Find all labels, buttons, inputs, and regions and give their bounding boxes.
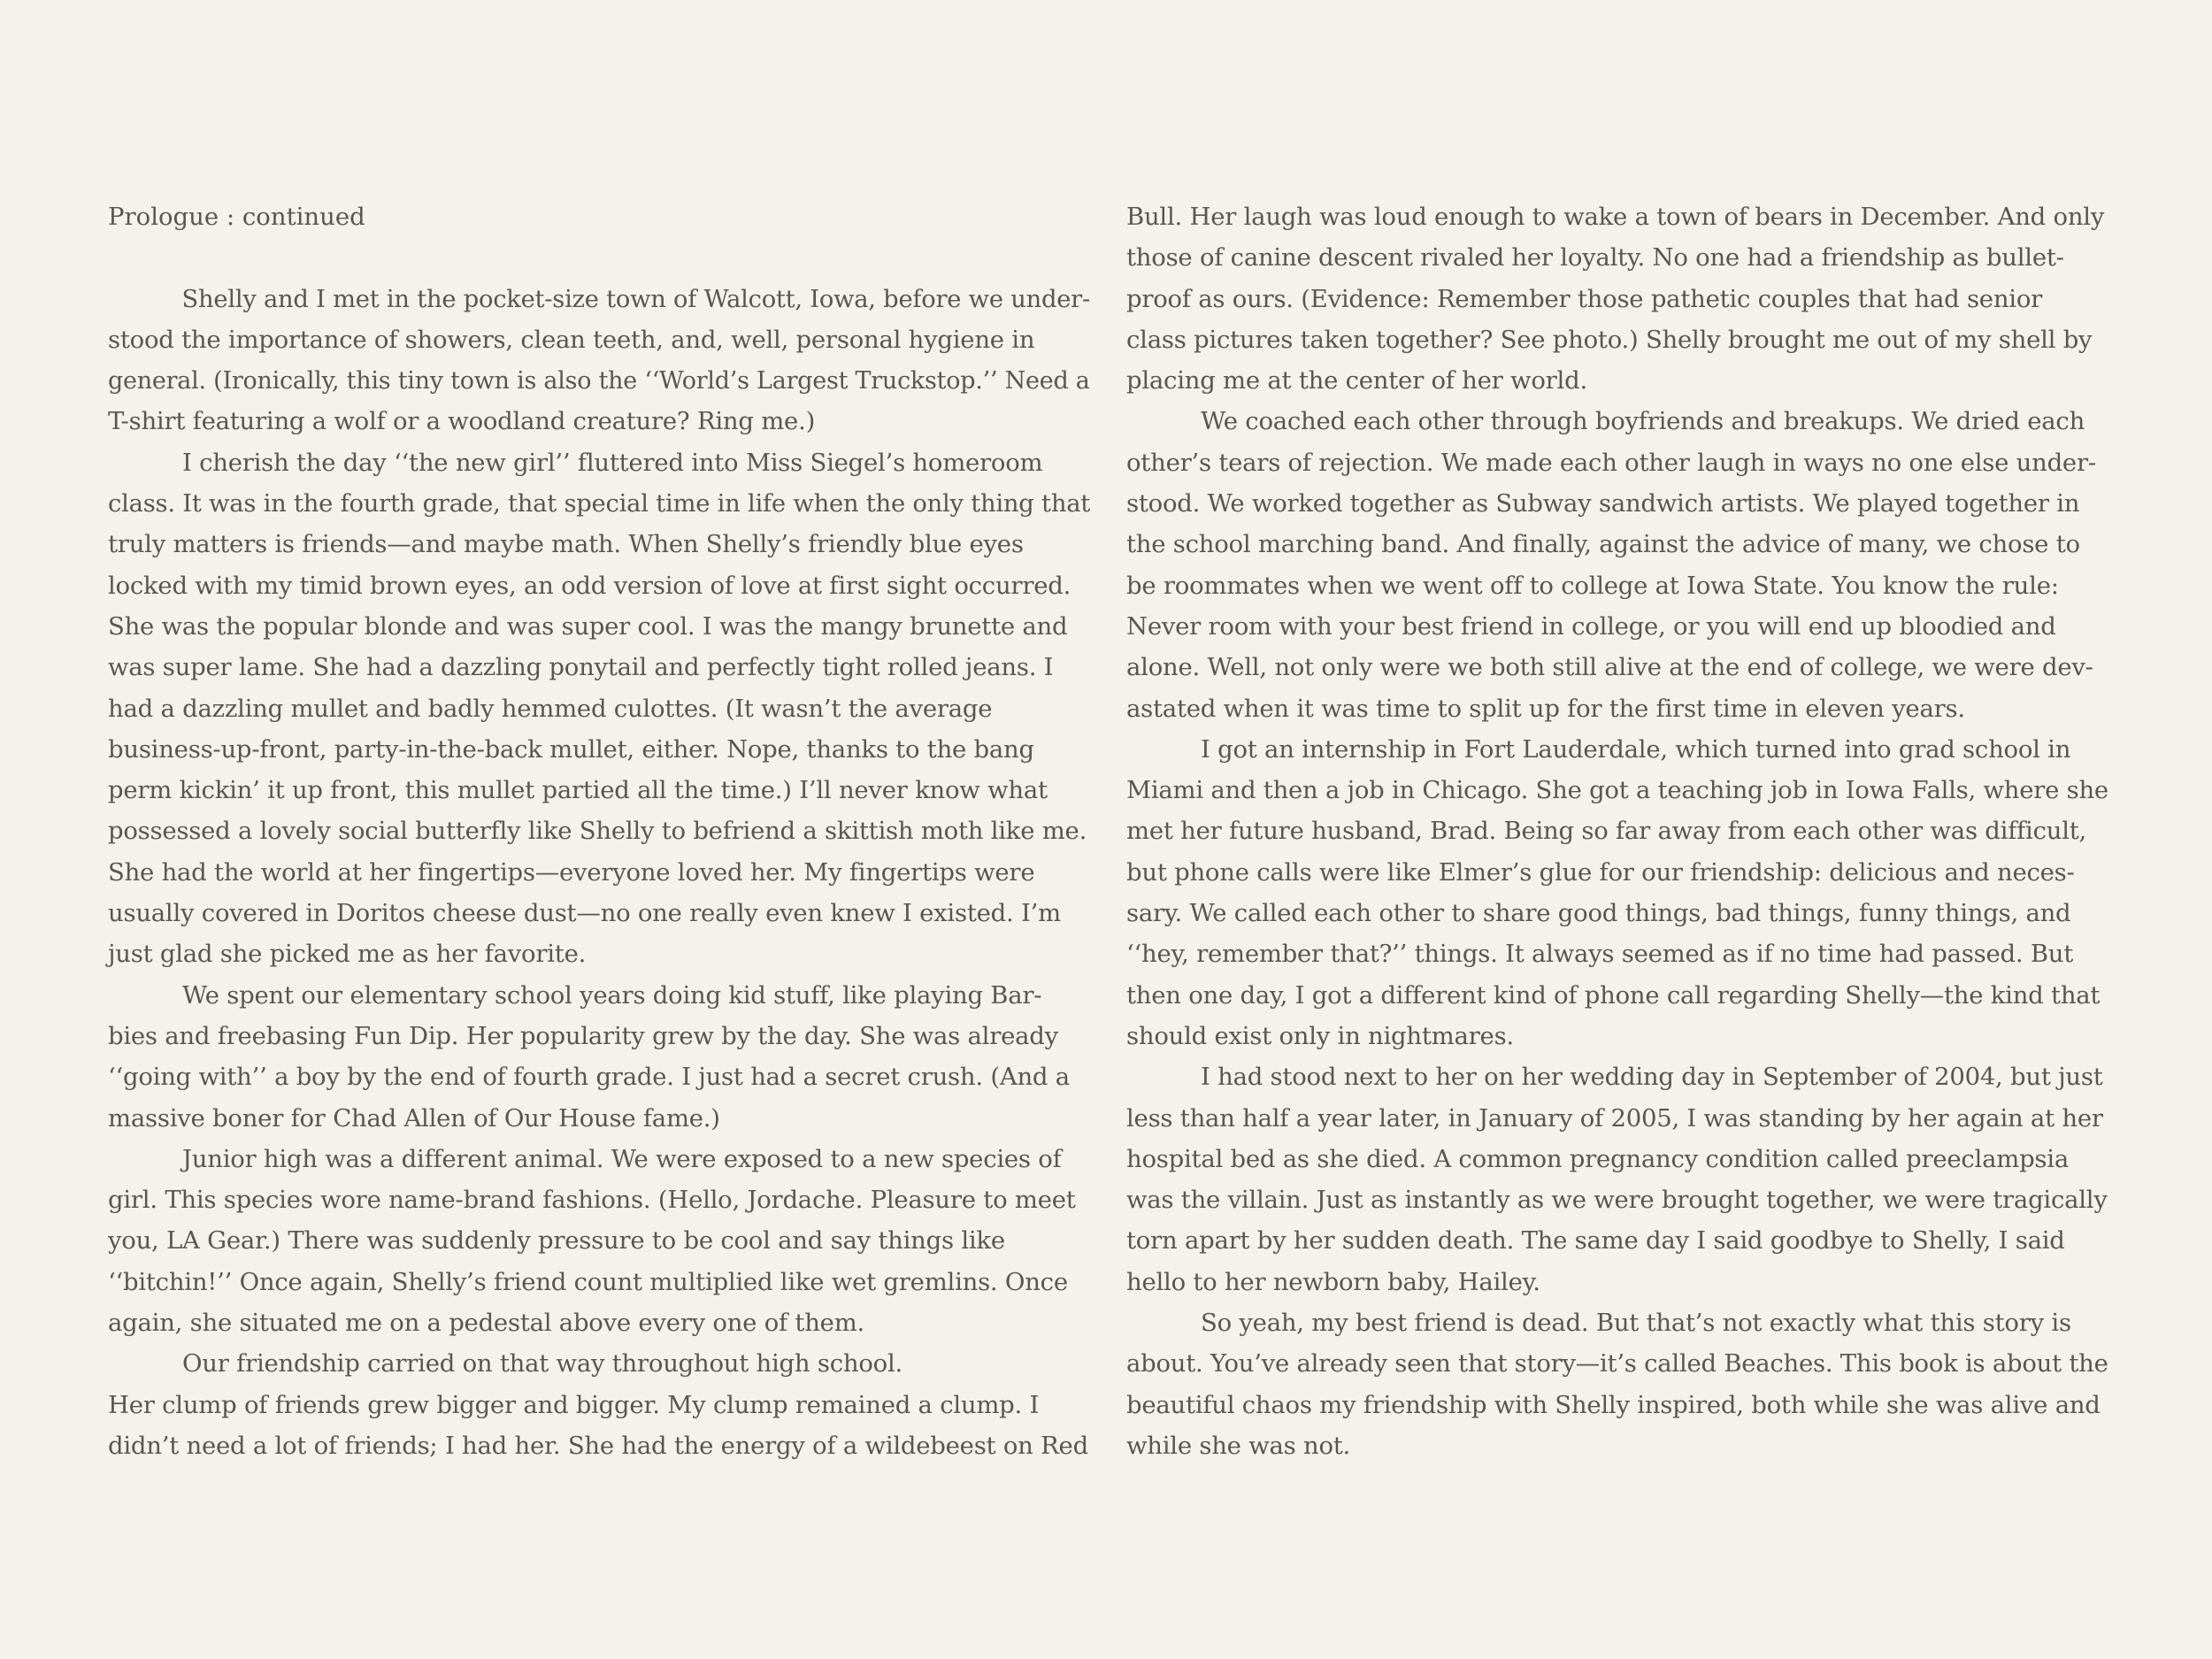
text-line: girl. This species wore name-brand fashions. (Hello, Jordache. Pleasure to meet	[108, 1186, 1076, 1215]
text-line: stood. We worked together as Subway sandwich artists. We played together in	[1126, 489, 2080, 518]
text-line: Shelly and I met in the pocket-size town of Walcott, Iowa, before we under-	[181, 284, 1090, 313]
text-line: class. It was in the fourth grade, that special time in life when the only thing that	[108, 489, 1091, 518]
text-line: Never room with your best friend in college, or you will end up bloodied and	[1126, 611, 2056, 641]
text-line: proof as ours. (Evidence: Remember those pathetic couples that had senior	[1126, 284, 2043, 313]
text-line: didn’t need a lot of friends; I had her. She had the energy of a wildebeest on Red	[108, 1431, 1088, 1460]
text-line: hospital bed as she died. A common pregnancy condition called preeclampsia	[1126, 1144, 2069, 1173]
text-line: other’s tears of rejection. We made each other laugh in ways no one else under-	[1126, 448, 2096, 477]
text-line: the school marching band. And finally, against the advice of many, we chose to	[1126, 530, 2080, 559]
text-line: bies and freebasing Fun Dip. Her popularity grew by the day. She was already	[108, 1021, 1058, 1050]
left-column-text	[108, 279, 1090, 1467]
text-line: We spent our elementary school years doing kid stuff, like playing Bar-	[182, 980, 1042, 1010]
text-line: astated when it was time to split up for the first time in eleven years.	[1126, 694, 1965, 723]
text-line: stood the importance of showers, clean teeth, and, well, personal hygiene in	[108, 325, 1035, 354]
text-line: again, she situated me on a pedestal above every one of them.	[108, 1309, 865, 1338]
text-line: alone. Well, not only were we both still alive at the end of college, we were dev-	[1126, 653, 2093, 682]
text-line: possessed a lovely social butterfly like Shelly to befriend a skittish moth like me.	[108, 817, 1087, 846]
text-line: met her future husband, Brad. Being so far away from each other was difficult,	[1126, 817, 2087, 846]
text-line: ‘‘bitchin!’’ Once again, Shelly’s friend count multiplied like wet gremlins. Once	[108, 1267, 1068, 1296]
text-line: torn apart by her sudden death. The same day I said goodbye to Shelly, I said	[1126, 1226, 2065, 1256]
text-line: hello to her newborn baby, Hailey.	[1126, 1267, 1540, 1296]
text-line: T-shirt featuring a wolf or a woodland creature? Ring me.)	[108, 407, 816, 436]
right-column	[1126, 196, 2108, 1466]
text-line: you, LA Gear.) There was suddenly pressure to be cool and say things like	[108, 1226, 1005, 1256]
text-line: ‘‘hey, remember that?’’ things. It always seemed as if no time had passed. But	[1126, 940, 2074, 969]
text-line: perm kickin’ it up front, this mullet partied all the time.) I’ll never know what	[108, 776, 1048, 805]
text-line: I got an internship in Fort Lauderdale, which turned into grad school in	[1201, 734, 2071, 764]
text-line: those of canine descent rivaled her loyalty. No one had a friendship as bullet-	[1126, 243, 2064, 273]
text-line: locked with my timid brown eyes, an odd version of love at first sight occurred.	[108, 571, 1071, 600]
text-line: while she was not.	[1126, 1431, 1351, 1460]
text-line: less than half a year later, in January of 2005, I was standing by her again at her	[1126, 1103, 2103, 1133]
text-line: beautiful chaos my friendship with Shelly inspired, both while she was alive and	[1126, 1390, 2101, 1419]
text-line: Miami and then a job in Chicago. She got a teaching job in Iowa Falls, where she	[1126, 776, 2108, 805]
text-line: We coached each other through boyfriends and breakups. We dried each	[1201, 407, 2085, 436]
text-line: but phone calls were like Elmer’s glue for our friendship: delicious and neces-	[1126, 857, 2075, 887]
text-line: I cherish the day ‘‘the new girl’’ fluttered into Miss Siegel’s homeroom	[182, 448, 1043, 477]
right-column-text	[1126, 196, 2108, 1466]
text-line: should exist only in nightmares.	[1126, 1021, 1514, 1050]
text-line: was super lame. She had a dazzling ponytail and perfectly tight rolled jeans. I	[108, 653, 1054, 682]
heading-spacer	[108, 237, 1090, 278]
text-line: was the villain. Just as instantly as we were brought together, we were tragically	[1126, 1186, 2108, 1215]
running-head: Prologue : continued	[108, 203, 365, 231]
text-line: Her clump of friends grew bigger and bigger. My clump remained a clump. I	[108, 1390, 1040, 1419]
text-line: then one day, I got a different kind of phone call regarding Shelly—the kind that	[1126, 980, 2101, 1010]
text-line: usually covered in Doritos cheese dust—no one really even knew I existed. I’m	[108, 899, 1061, 928]
text-line: Junior high was a different animal. We were exposed to a new species of	[182, 1144, 1062, 1173]
text-line: sary. We called each other to share good things, bad things, funny things, and	[1126, 899, 2071, 928]
text-line: just glad she picked me as her favorite.	[108, 940, 587, 969]
text-line: truly matters is friends—and maybe math. When Shelly’s friendly blue eyes	[108, 530, 1024, 559]
text-line: ‘‘going with’’ a boy by the end of fourth grade. I just had a secret crush. (And a	[108, 1063, 1070, 1092]
text-line: I had stood next to her on her wedding day in September of 2004, but just	[1201, 1063, 2103, 1092]
text-line: had a dazzling mullet and badly hemmed culottes. (It wasn’t the average	[108, 694, 993, 723]
left-column	[108, 196, 1090, 1466]
text-line: class pictures taken together? See photo.) Shelly brought me out of my shell by	[1126, 325, 2093, 354]
text-line: general. (Ironically, this tiny town is also the ‘‘World’s Largest Truckstop.’’ Need a	[108, 366, 1090, 396]
text-line: Bull. Her laugh was loud enough to wake a town of bears in December. And only	[1126, 203, 2105, 231]
text-line: be roommates when we went off to college at Iowa State. You know the rule:	[1126, 571, 2059, 600]
text-line: So yeah, my best friend is dead. But that’s not exactly what this story is	[1201, 1309, 2071, 1338]
text-line: Our friendship carried on that way throughout high school.	[182, 1349, 902, 1379]
text-line: business-up-front, party-in-the-back mullet, either. Nope, thanks to the bang	[108, 734, 1034, 764]
text-line: She had the world at her fingertips—everyone loved her. My fingertips were	[108, 857, 1035, 887]
text-line: placing me at the center of her world.	[1126, 366, 1587, 396]
text-line: about. You’ve already seen that story—it’s called Beaches. This book is about the	[1126, 1349, 2108, 1379]
text-line: massive boner for Chad Allen of Our House fame.)	[108, 1103, 720, 1133]
text-line: She was the popular blonde and was super cool. I was the mangy brunette and	[108, 611, 1068, 641]
